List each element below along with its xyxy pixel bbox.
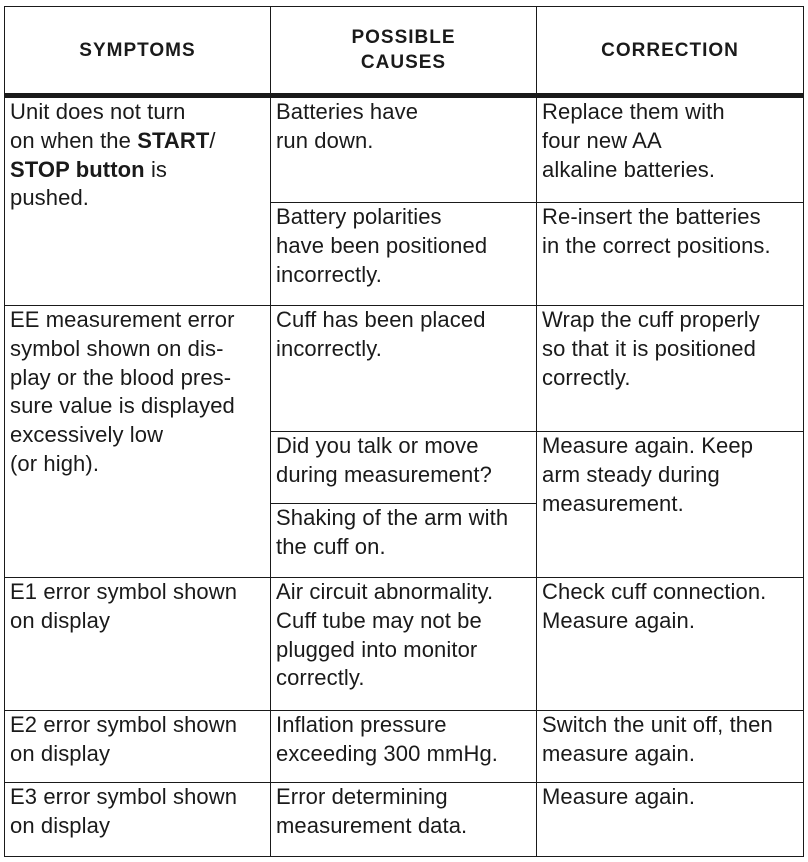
cause-cell: [271, 203, 537, 306]
symptom-text: E3 error symbol shown on display: [10, 784, 238, 838]
start-keyword: START: [137, 127, 210, 153]
cause-text: Battery polarities have been positioned incorrectly.: [276, 204, 488, 287]
correction-cell: [537, 203, 804, 306]
correction-text: Replace them with four new AA alkaline batteries.: [542, 99, 725, 182]
symptom-text: E1 error symbol shown on display: [10, 579, 238, 633]
correction-cell: [537, 711, 804, 783]
header-causes-line2: CAUSES: [360, 52, 447, 73]
table-row: [5, 711, 804, 783]
cause-cell: [271, 432, 537, 504]
cause-cell: [271, 711, 537, 783]
symptom-cell: [5, 96, 271, 306]
cause-text: Shaking of the arm with the cuff on.: [276, 505, 509, 559]
stop-button-keyword: STOP button: [10, 156, 145, 182]
table-row: [5, 96, 804, 203]
cause-cell: [271, 96, 537, 203]
correction-cell: [537, 306, 804, 432]
correction-text: Measure again. Keep arm steady during measurement.: [542, 433, 754, 516]
cause-cell: [271, 578, 537, 711]
cause-text: Batteries have run down.: [276, 99, 419, 153]
cause-text: Did you talk or move during measurement?: [276, 433, 492, 487]
table-row: [5, 783, 804, 857]
correction-text: Wrap the cuff properly so that it is positioned correctly.: [542, 307, 760, 390]
troubleshooting-table: [4, 6, 804, 857]
correction-cell: [537, 783, 804, 857]
correction-text: Check cuff connection. Measure again.: [542, 579, 767, 633]
cause-text: Cuff has been placed incorrectly.: [276, 307, 486, 361]
header-causes-line1: POSSIBLE: [351, 27, 456, 48]
correction-cell: [537, 96, 804, 203]
table-row: [5, 306, 804, 432]
table-header-row: [5, 7, 804, 96]
symptom-cell: [5, 578, 271, 711]
symptom-text: EE measurement error symbol shown on dis- play or the blood pres- sure value is displayed excessively low (or high).: [10, 307, 235, 476]
symptom-cell: [5, 783, 271, 857]
symptom-text: [5, 98, 270, 213]
cause-cell: [271, 783, 537, 857]
header-possible-causes: [271, 7, 537, 96]
correction-cell: [537, 432, 804, 578]
correction-text: Re-insert the batteries in the correct positions.: [542, 204, 771, 258]
correction-text: Switch the unit off, then measure again.: [542, 712, 773, 766]
cause-text: Error determining measurement data.: [276, 784, 468, 838]
correction-cell: [537, 578, 804, 711]
header-symptoms-label: SYMPTOMS: [79, 39, 196, 61]
header-correction-label: CORRECTION: [601, 39, 739, 61]
correction-text: Measure again.: [542, 784, 696, 809]
symptom-cell: [5, 306, 271, 578]
table-row: [5, 578, 804, 711]
symptom-text: E2 error symbol shown on display: [10, 712, 238, 766]
symptom-text-part: /: [209, 127, 216, 153]
cause-text: Air circuit abnormality. Cuff tube may not be plugged into monitor correctly.: [276, 579, 494, 691]
cause-cell: [271, 306, 537, 432]
cause-text: Inflation pressure exceeding 300 mmHg.: [276, 712, 499, 766]
symptom-cell: [5, 711, 271, 783]
header-correction: [537, 7, 804, 96]
header-symptoms: [5, 7, 271, 96]
symptom-text-part: Unit does not turn on when the: [10, 99, 186, 153]
symptom-text-part: is pushed.: [10, 156, 168, 211]
cause-cell: [271, 504, 537, 578]
